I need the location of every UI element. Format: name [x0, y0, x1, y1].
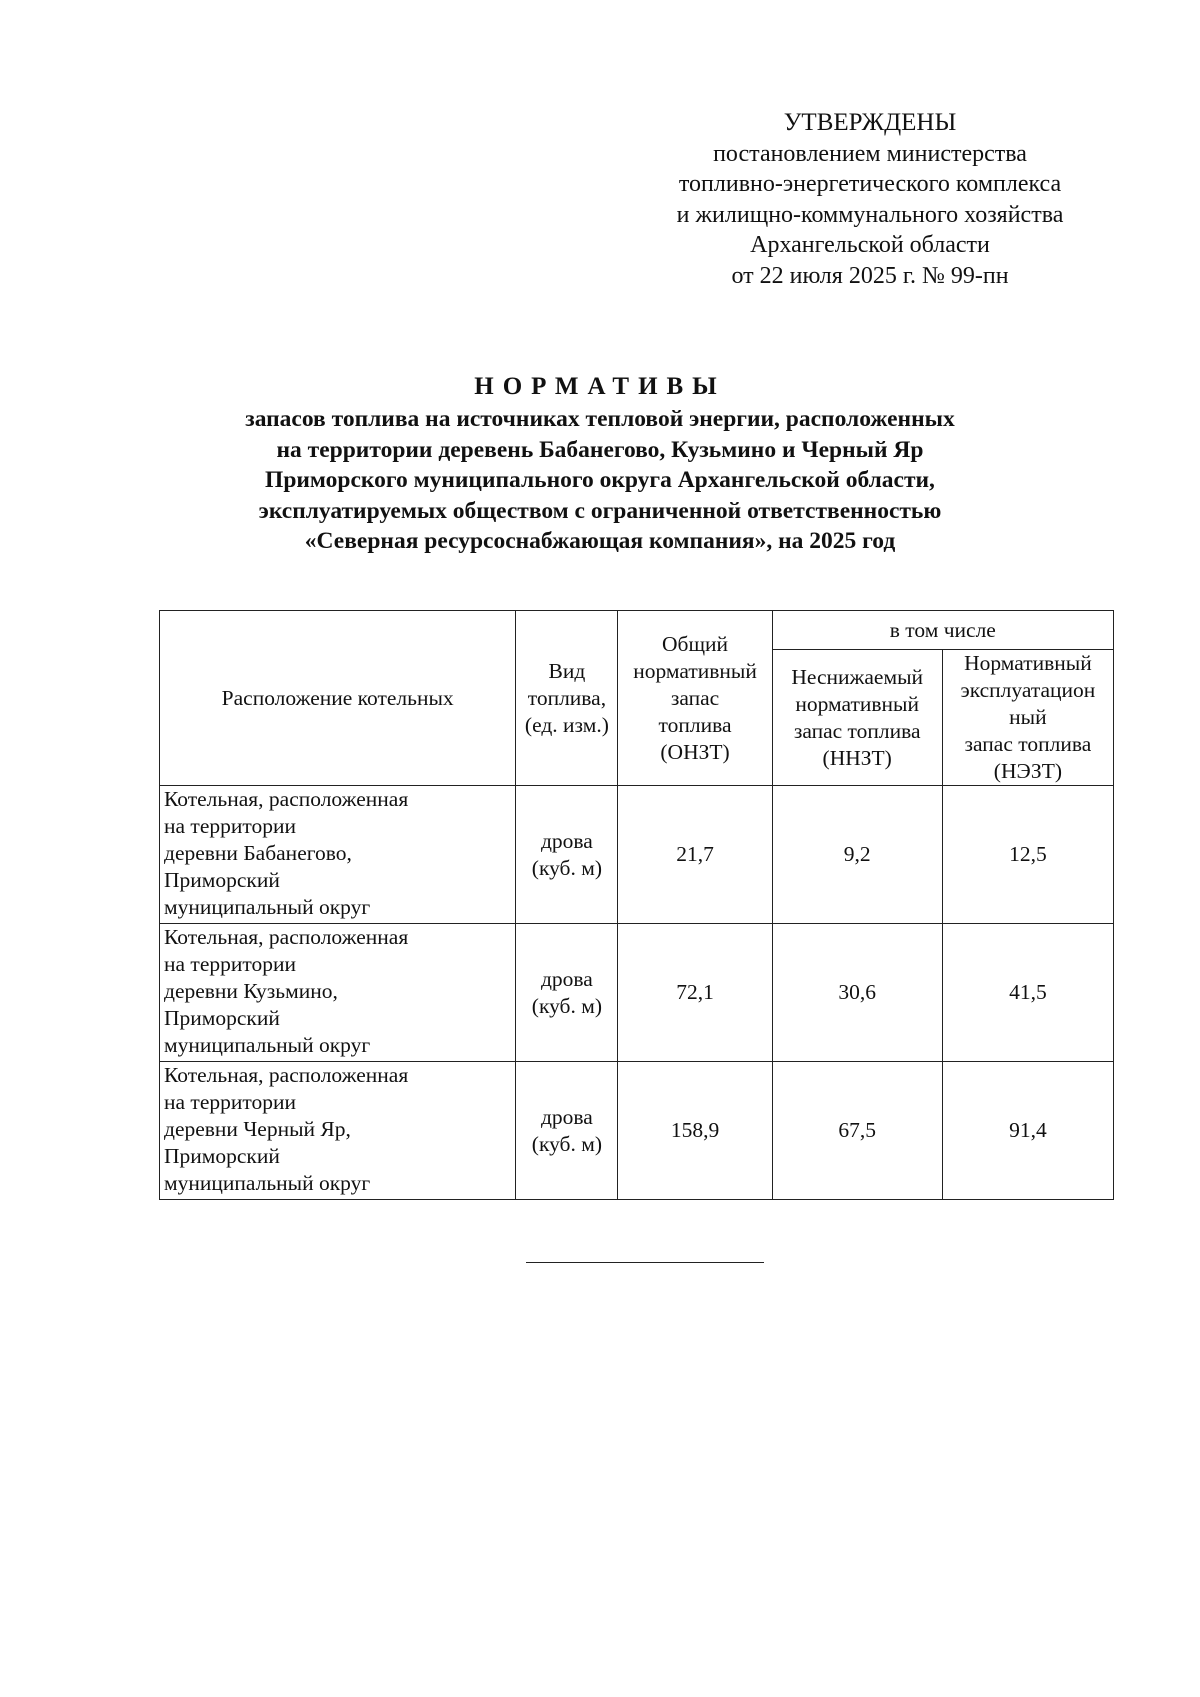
cell-location: Котельная, расположенная на территории деревни Бабанегово, Приморский муниципальный округ [160, 786, 516, 924]
cell-location: Котельная, расположенная на территории деревни Черный Яр, Приморский муниципальный округ [160, 1062, 516, 1200]
cell-nnzt: 67,5 [772, 1062, 942, 1200]
header-group-including: в том числе [772, 611, 1113, 650]
table-row [160, 924, 1114, 1062]
approval-line: постановлением министерства [713, 140, 1027, 167]
cell-nnzt: 30,6 [772, 924, 942, 1062]
approval-heading: УТВЕРЖДЕНЫ [783, 109, 957, 136]
document-subtitle-line: эксплуатируемых обществом с ограниченной ответственностью [258, 497, 942, 524]
document-subtitle-line: на территории деревень Бабанегово, Кузьмино и Черный Яр [276, 436, 924, 463]
cell-nnzt: 9,2 [772, 786, 942, 924]
table-row [160, 786, 1114, 924]
document-title: НОРМАТИВЫ [474, 373, 726, 400]
cell-fuel-type: дрова (куб. м) [516, 924, 618, 1062]
header-nezt: Нормативный эксплуатацион ный запас топлива (НЭЗТ) [942, 650, 1113, 786]
cell-total: 72,1 [618, 924, 772, 1062]
header-total-reserve: Общий нормативный запас топлива (ОНЗТ) [618, 611, 772, 786]
approval-block [620, 108, 1120, 291]
document-subtitle-line: запасов топлива на источниках тепловой энергии, расположенных [245, 406, 955, 432]
document-title-block [140, 372, 1060, 557]
cell-total: 158,9 [618, 1062, 772, 1200]
approval-line: топливно-энергетического комплекса [678, 171, 1062, 197]
closing-divider [526, 1262, 764, 1263]
cell-fuel-type: дрова (куб. м) [516, 786, 618, 924]
cell-nezt: 91,4 [942, 1062, 1113, 1200]
header-fuel-type: Вид топлива, (ед. изм.) [516, 611, 618, 786]
approval-line: и жилищно-коммунального хозяйства [676, 201, 1064, 228]
table-row [160, 1062, 1114, 1200]
header-location: Расположение котельных [160, 611, 516, 786]
cell-nezt: 41,5 [942, 924, 1113, 1062]
document-subtitle-line: Приморского муниципального округа Архангельской области, [265, 467, 935, 493]
table-header-row [160, 611, 1114, 650]
cell-fuel-type: дрова (куб. м) [516, 1062, 618, 1200]
cell-total: 21,7 [618, 786, 772, 924]
approval-line: Архангельской области [750, 232, 990, 258]
header-nnzt: Неснижаемый нормативный запас топлива (ННЗТ) [772, 650, 942, 786]
document-subtitle-line: «Северная ресурсоснабжающая компания», на 2025 год [304, 528, 896, 554]
cell-location: Котельная, расположенная на территории деревни Кузьмино, Приморский муниципальный округ [160, 924, 516, 1062]
approval-line: от 22 июля 2025 г. № 99-пн [731, 262, 1009, 289]
cell-nezt: 12,5 [942, 786, 1113, 924]
fuel-norms-table [159, 610, 1114, 1200]
